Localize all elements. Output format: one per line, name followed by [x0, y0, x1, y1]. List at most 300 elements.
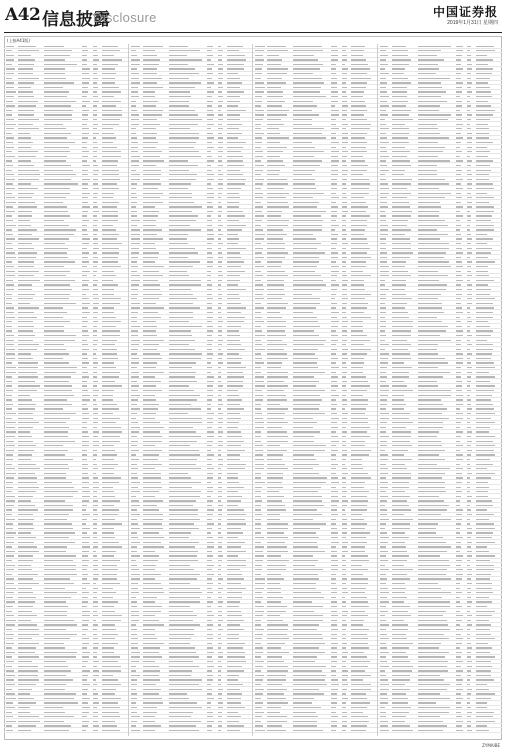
table-cell	[131, 289, 138, 290]
table-cell	[102, 528, 114, 529]
table-cell	[380, 569, 389, 570]
table-cell	[342, 68, 348, 69]
table-cell	[476, 450, 495, 451]
table-cell	[169, 689, 203, 690]
table-cell	[331, 413, 337, 414]
table-cell	[476, 519, 490, 520]
table-cell	[169, 73, 200, 74]
table-cell	[392, 390, 413, 391]
table-cell	[93, 335, 97, 336]
table-cell	[82, 702, 88, 703]
table-cell	[82, 179, 90, 180]
table-cell	[44, 643, 64, 644]
table-cell	[207, 275, 211, 276]
table-cell	[227, 597, 242, 598]
table-cell	[293, 542, 317, 543]
table-cell	[351, 156, 363, 157]
table-cell	[476, 165, 490, 166]
table-cell	[93, 289, 98, 290]
table-cell	[207, 473, 213, 474]
table-cell	[18, 615, 37, 616]
table-cell	[331, 684, 339, 685]
table-cell	[331, 215, 337, 216]
table-cell	[476, 454, 495, 455]
table-cell	[255, 468, 264, 469]
table-cell	[267, 261, 282, 262]
table-cell	[93, 656, 97, 657]
table-cell	[227, 473, 238, 474]
table-cell	[293, 725, 317, 726]
table-cell	[418, 560, 449, 561]
table-cell	[82, 689, 88, 690]
table-cell	[6, 137, 14, 138]
table-cell	[82, 629, 88, 630]
table-cell	[456, 188, 464, 189]
table-cell	[255, 340, 261, 341]
table-cell	[102, 560, 120, 561]
table-cell	[293, 330, 314, 331]
table-cell	[255, 156, 263, 157]
table-cell	[102, 620, 121, 621]
table-cell	[6, 620, 16, 621]
table-cell	[342, 137, 348, 138]
table-cell	[44, 647, 65, 648]
table-cell	[380, 294, 387, 295]
table-cell	[143, 652, 159, 653]
table-cell	[102, 615, 122, 616]
table-cell	[207, 128, 212, 129]
table-cell	[131, 229, 141, 230]
table-cell	[218, 670, 221, 671]
table-cell	[267, 505, 285, 506]
table-cell	[293, 661, 315, 662]
table-cell	[418, 473, 446, 474]
table-cell	[267, 344, 287, 345]
table-cell	[342, 546, 347, 547]
table-cell	[267, 349, 284, 350]
table-cell	[255, 353, 261, 354]
table-cell	[93, 450, 97, 451]
table-cell	[169, 395, 200, 396]
table-cell	[131, 445, 138, 446]
table-cell	[169, 197, 193, 198]
table-cell	[82, 229, 87, 230]
table-cell	[44, 229, 76, 230]
table-cell	[351, 551, 365, 552]
table-cell	[207, 367, 212, 368]
table-cell	[267, 482, 282, 483]
table-cell	[82, 151, 89, 152]
table-cell	[418, 128, 438, 129]
table-cell	[218, 234, 223, 235]
table-cell	[6, 560, 12, 561]
table-cell	[351, 500, 368, 501]
table-cell	[476, 482, 488, 483]
table-cell	[44, 477, 66, 478]
table-cell	[6, 358, 15, 359]
table-cell	[267, 215, 281, 216]
table-cell	[102, 174, 119, 175]
table-cell	[255, 257, 264, 258]
table-cell	[331, 523, 336, 524]
table-cell	[143, 151, 162, 152]
table-cell	[131, 225, 137, 226]
table-cell	[351, 473, 368, 474]
table-cell	[293, 487, 321, 488]
table-cell	[351, 716, 368, 717]
table-cell	[44, 225, 69, 226]
table-cell	[93, 156, 97, 157]
table-cell	[267, 661, 284, 662]
table-cell	[227, 532, 244, 533]
table-cell	[227, 340, 241, 341]
table-cell	[456, 551, 461, 552]
table-cell	[392, 372, 410, 373]
table-cell	[456, 592, 463, 593]
table-cell	[18, 142, 33, 143]
table-cell	[227, 565, 246, 566]
table-cell	[44, 569, 76, 570]
table-cell	[169, 317, 193, 318]
table-cell	[267, 546, 287, 547]
table-cell	[293, 349, 318, 350]
table-cell	[93, 679, 96, 680]
table-cell	[143, 574, 161, 575]
table-cell	[342, 606, 346, 607]
table-cell	[6, 353, 15, 354]
table-cell	[218, 496, 222, 497]
table-cell	[456, 372, 461, 373]
table-cell	[418, 165, 438, 166]
table-cell	[476, 473, 495, 474]
table-cell	[380, 349, 386, 350]
table-cell	[351, 362, 364, 363]
table-cell	[267, 712, 280, 713]
table-cell	[467, 509, 472, 510]
table-cell	[169, 656, 199, 657]
table-cell	[18, 340, 33, 341]
table-cell	[467, 78, 471, 79]
table-cell	[476, 560, 490, 561]
table-cell	[255, 689, 264, 690]
table-cell	[93, 537, 97, 538]
table-cell	[44, 257, 68, 258]
table-cell	[102, 606, 114, 607]
table-cell	[255, 271, 261, 272]
table-cell	[467, 73, 472, 74]
table-cell	[342, 151, 348, 152]
table-cell	[456, 225, 462, 226]
table-cell	[18, 404, 36, 405]
table-cell	[331, 46, 337, 47]
table-cell	[456, 344, 462, 345]
table-cell	[267, 670, 288, 671]
table-cell	[131, 450, 139, 451]
table-cell	[131, 128, 137, 129]
table-cell	[331, 404, 337, 405]
table-cell	[267, 326, 286, 327]
table-cell	[44, 689, 65, 690]
table-cell	[255, 422, 264, 423]
table-cell	[131, 615, 140, 616]
table-cell	[143, 546, 164, 547]
table-cell	[131, 105, 137, 106]
table-cell	[267, 206, 289, 207]
table-cell	[102, 128, 113, 129]
table-cell	[293, 91, 320, 92]
table-cell	[207, 661, 213, 662]
table-cell	[44, 487, 74, 488]
table-cell	[6, 303, 12, 304]
table-cell	[293, 620, 323, 621]
table-cell	[207, 243, 212, 244]
table-cell	[93, 482, 99, 483]
table-cell	[6, 528, 13, 529]
table-cell	[293, 482, 326, 483]
table-cell	[143, 689, 162, 690]
table-cell	[93, 137, 96, 138]
table-cell	[131, 165, 140, 166]
table-cell	[380, 528, 386, 529]
table-cell	[131, 441, 139, 442]
table-cell	[418, 197, 445, 198]
table-cell	[207, 404, 211, 405]
table-cell	[351, 376, 366, 377]
table-cell	[331, 578, 336, 579]
table-cell	[418, 78, 451, 79]
table-cell	[93, 523, 97, 524]
table-cell	[18, 68, 33, 69]
table-cell	[18, 183, 31, 184]
table-cell	[18, 137, 31, 138]
table-cell	[392, 638, 408, 639]
table-cell	[207, 174, 214, 175]
table-cell	[131, 372, 140, 373]
table-cell	[218, 96, 224, 97]
table-cell	[467, 431, 473, 432]
table-cell	[93, 454, 97, 455]
table-cell	[392, 312, 408, 313]
table-cell	[392, 473, 412, 474]
table-cell	[392, 358, 411, 359]
table-cell	[342, 133, 348, 134]
table-cell	[227, 179, 247, 180]
table-cell	[351, 340, 370, 341]
table-cell	[82, 137, 88, 138]
table-cell	[207, 725, 212, 726]
table-cell	[380, 46, 389, 47]
table-cell	[380, 261, 388, 262]
table-cell	[293, 220, 323, 221]
table-cell	[82, 408, 88, 409]
table-cell	[102, 500, 120, 501]
table-cell	[143, 514, 164, 515]
table-cell	[392, 110, 412, 111]
table-cell	[456, 404, 463, 405]
table-cell	[131, 46, 141, 47]
table-row	[253, 728, 377, 733]
table-cell	[342, 496, 346, 497]
table-cell	[456, 542, 462, 543]
table-cell	[18, 133, 30, 134]
table-cell	[93, 725, 99, 726]
table-cell	[143, 427, 165, 428]
table-cell	[467, 160, 473, 161]
masthead	[0, 0, 506, 32]
table-cell	[380, 505, 386, 506]
table-cell	[44, 500, 65, 501]
table-cell	[476, 666, 493, 667]
table-cell	[392, 133, 410, 134]
table-cell	[82, 266, 87, 267]
table-cell	[476, 385, 495, 386]
table-cell	[342, 597, 345, 598]
table-cell	[18, 179, 39, 180]
table-cell	[418, 634, 444, 635]
table-cell	[169, 487, 193, 488]
table-cell	[456, 91, 462, 92]
table-cell	[255, 183, 263, 184]
table-cell	[102, 73, 116, 74]
table-cell	[342, 238, 346, 239]
table-cell	[351, 679, 363, 680]
table-cell	[267, 565, 286, 566]
table-cell	[331, 500, 339, 501]
table-cell	[267, 532, 284, 533]
table-cell	[207, 693, 213, 694]
table-cell	[44, 399, 67, 400]
table-cell	[143, 225, 157, 226]
table-cell	[351, 431, 367, 432]
table-cell	[476, 142, 494, 143]
table-cell	[227, 381, 243, 382]
table-cell	[380, 133, 386, 134]
table-cell	[380, 496, 389, 497]
table-cell	[467, 362, 471, 363]
table-cell	[143, 362, 157, 363]
table-cell	[143, 496, 156, 497]
table-cell	[227, 450, 245, 451]
table-cell	[6, 569, 14, 570]
table-cell	[255, 399, 263, 400]
table-cell	[93, 578, 98, 579]
table-cell	[6, 532, 16, 533]
table-cell	[44, 482, 72, 483]
table-cell	[351, 441, 365, 442]
table-cell	[392, 597, 407, 598]
table-cell	[44, 124, 63, 125]
table-cell	[351, 542, 367, 543]
table-cell	[351, 238, 367, 239]
table-cell	[467, 468, 471, 469]
table-cell	[131, 188, 137, 189]
table-cell	[131, 473, 137, 474]
table-cell	[207, 193, 214, 194]
table-cell	[131, 689, 137, 690]
table-cell	[351, 436, 370, 437]
table-cell	[18, 473, 35, 474]
table-cell	[467, 615, 473, 616]
table-cell	[102, 519, 115, 520]
table-cell	[131, 413, 138, 414]
table-cell	[476, 284, 488, 285]
table-cell	[331, 298, 335, 299]
table-cell	[351, 119, 367, 120]
table-cell	[169, 615, 198, 616]
table-cell	[207, 147, 214, 148]
table-cell	[293, 68, 320, 69]
table-cell	[418, 349, 438, 350]
table-cell	[351, 413, 365, 414]
table-cell	[143, 248, 157, 249]
table-cell	[476, 50, 495, 51]
table-cell	[207, 362, 212, 363]
table-cell	[351, 114, 364, 115]
table-cell	[207, 652, 214, 653]
table-cell	[476, 206, 495, 207]
table-cell	[267, 156, 280, 157]
table-cell	[476, 353, 492, 354]
table-cell	[476, 601, 493, 602]
table-cell	[143, 477, 162, 478]
table-cell	[476, 151, 490, 152]
table-cell	[418, 160, 450, 161]
table-cell	[82, 96, 87, 97]
table-cell	[18, 353, 31, 354]
table-cell	[143, 390, 163, 391]
table-cell	[456, 395, 464, 396]
table-cell	[267, 133, 280, 134]
table-cell	[6, 110, 12, 111]
table-cell	[218, 578, 223, 579]
table-cell	[102, 441, 120, 442]
table-cell	[476, 611, 496, 612]
table-cell	[331, 193, 336, 194]
table-cell	[456, 340, 461, 341]
table-cell	[227, 399, 243, 400]
table-cell	[351, 55, 363, 56]
table-cell	[169, 261, 200, 262]
table-cell	[467, 454, 472, 455]
table-cell	[456, 689, 463, 690]
table-cell	[131, 427, 141, 428]
table-cell	[82, 693, 87, 694]
table-cell	[207, 326, 214, 327]
table-cell	[102, 110, 122, 111]
table-cell	[207, 165, 211, 166]
table-cell	[18, 519, 34, 520]
table-cell	[93, 730, 98, 731]
table-cell	[207, 615, 215, 616]
table-cell	[207, 670, 212, 671]
table-cell	[131, 555, 140, 556]
table-cell	[82, 349, 89, 350]
table-cell	[380, 160, 386, 161]
table-cell	[342, 353, 347, 354]
table-cell	[267, 454, 283, 455]
table-cell	[476, 514, 494, 515]
table-cell	[293, 427, 313, 428]
table-cell	[82, 114, 88, 115]
table-cell	[18, 634, 39, 635]
table-cell	[351, 408, 366, 409]
table-cell	[331, 436, 338, 437]
table-cell	[418, 64, 439, 65]
table-cell	[102, 496, 115, 497]
table-cell	[267, 588, 281, 589]
table-cell	[82, 344, 88, 345]
table-cell	[218, 532, 222, 533]
